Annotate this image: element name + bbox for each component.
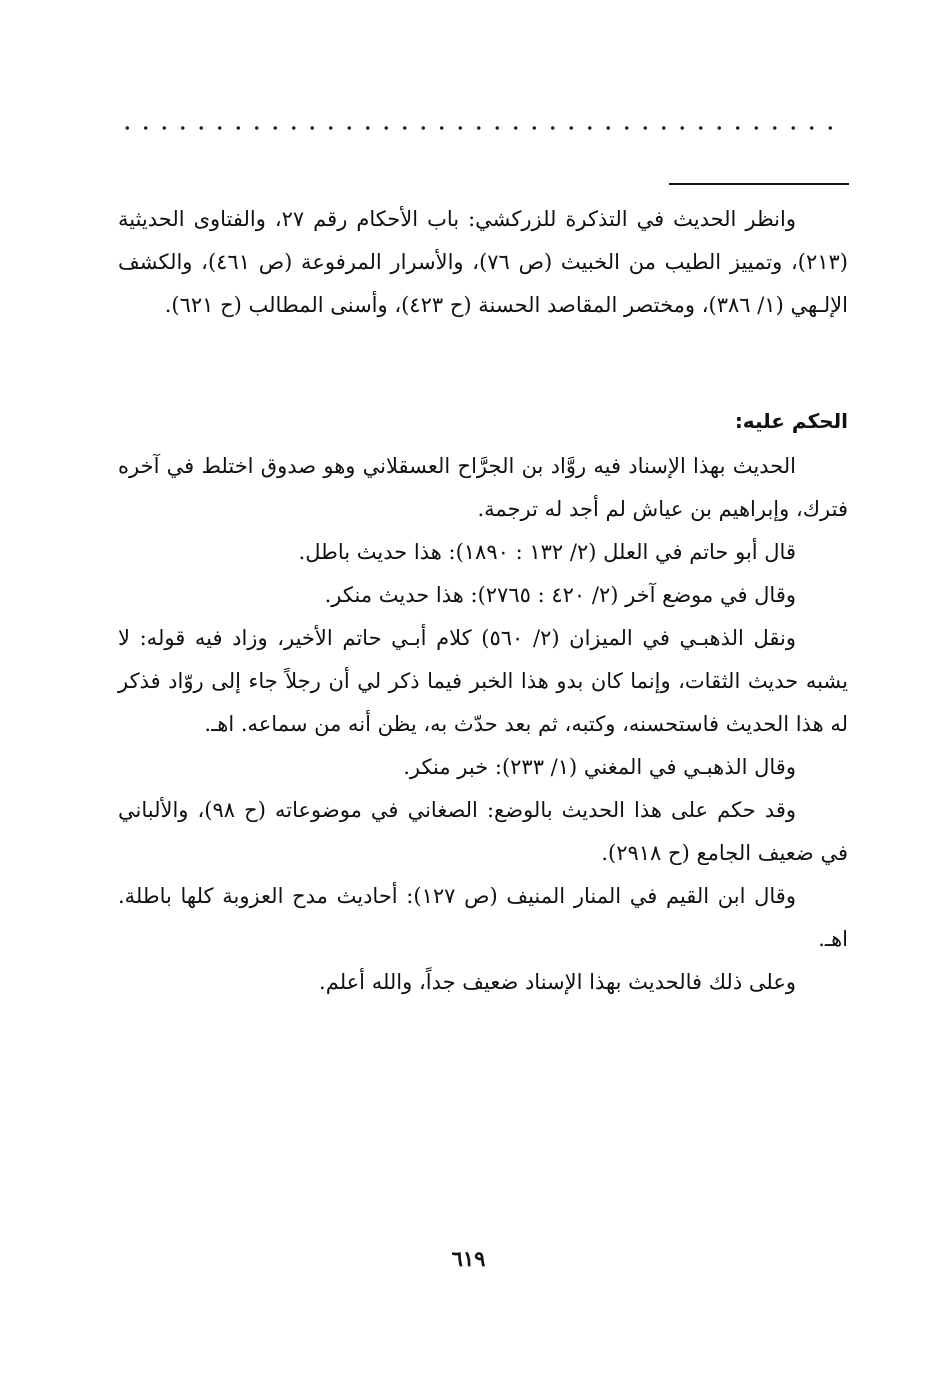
- main-text: [118, 400, 848, 1004]
- paragraph: الحديث بهذا الإسناد فيه روَّاد بن الجرَّاح العسقلاني وهو صدوق اختلط في آخره فترك، وإبراهيم بن عياش لم أجد له ترجمة.: [118, 454, 848, 521]
- paragraph: وقد حكم على هذا الحديث بالوضع: الصغاني في موضوعاته (ح ٩٨)، والألباني في ضعيف الجامع (ح ٢٩١٨).: [118, 798, 848, 865]
- page-number: ٦١٩: [451, 1246, 486, 1271]
- footnote-block: [118, 198, 848, 327]
- section-heading: الحكم عليه:: [734, 409, 848, 433]
- paragraph: وقال ابن القيم في المنار المنيف (ص ١٢٧): أحاديث مدح العزوبة كلها باطلة. اهـ.: [118, 884, 848, 951]
- paragraph: وقال الذهبـي في المغني (١/ ٢٣٣): خبر منكر.: [403, 755, 796, 779]
- footnote-paragraph: وانظر الحديث في التذكرة للزركشي: باب الأحكام رقم ٢٧، والفتاوى الحديثية (٢١٣)، وتمييز الطيب من الخبيث (ص ٧٦)، والأسرار المرفوعة (ص ٤٦١)، والكشف الإلـهي (١/ ٣٨٦)، ومختصر المقاصد الحسنة (ح ٤٢٣)، وأسنى المطالب (ح ٦٢١).: [118, 207, 848, 317]
- footnote-rule: [669, 183, 849, 185]
- paragraph: ونقل الذهبـي في الميزان (٢/ ٥٦٠) كلام أبـي حاتم الأخير، وزاد فيه قوله: لا يشبه حديث الثقات، وإنما كان بدو هذا الخبر فيما ذكر لي أن رجلاً جاء إلى روّاد فذكر له هذا الحديث فاستحسنه، وكتبه، ثم بعد حدّث به، يظن أنه من سماعه. اهـ.: [118, 626, 848, 736]
- dotted-separator: [118, 118, 846, 138]
- paragraph: وعلى ذلك فالحديث بهذا الإسناد ضعيف جداً، والله أعلم.: [319, 970, 796, 994]
- paragraph: وقال في موضع آخر (٢/ ٤٢٠ : ٢٧٦٥): هذا حديث منكر.: [324, 583, 796, 607]
- paragraph: قال أبو حاتم في العلل (٢/ ١٣٢ : ١٨٩٠): هذا حديث باطل.: [298, 540, 796, 564]
